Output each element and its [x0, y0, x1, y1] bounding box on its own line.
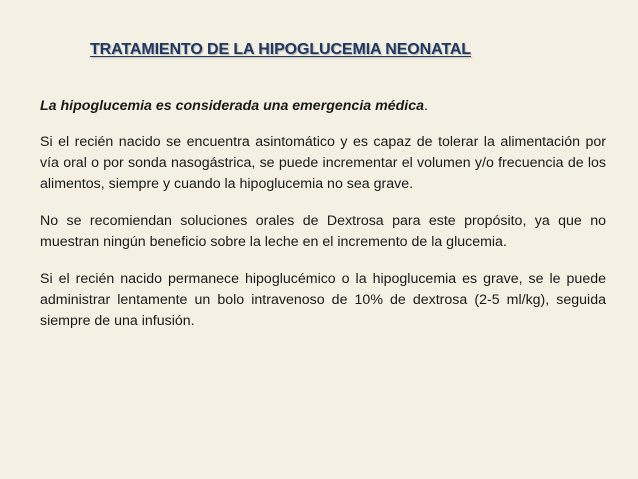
- paragraph-oral-feeding: Si el recién nacido se encuentra asintomático y es capaz de tolerar la alimentación por vía oral o por sonda nasogástrica, se puede incrementar el volumen y/o frecuencia de los alimentos, siempre y cuando la hipoglucemia no sea grave.: [40, 134, 606, 192]
- intro-sentence: [40, 96, 606, 117]
- intro-suffix: .: [424, 98, 428, 114]
- paragraph-iv-bolus: Si el recién nacido permanece hipoglucémico o la hipoglucemia es grave, se le puede administrar lentamente un bolo intravenoso de 10% de dextrosa (2-5 ml/kg), seguida siempre de una infusión.: [40, 271, 606, 329]
- slide-body: [40, 96, 606, 348]
- slide-title: TRATAMIENTO DE LA HIPOGLUCEMIA NEONATAL: [90, 41, 471, 58]
- paragraph-oral-dextrose: No se recomiendan soluciones orales de Dextrosa para este propósito, ya que no muestran ningún beneficio sobre la leche en el incremento de la glucemia.: [40, 213, 606, 250]
- intro-emphasis: La hipoglucemia es considerada una emergencia médica: [40, 98, 424, 114]
